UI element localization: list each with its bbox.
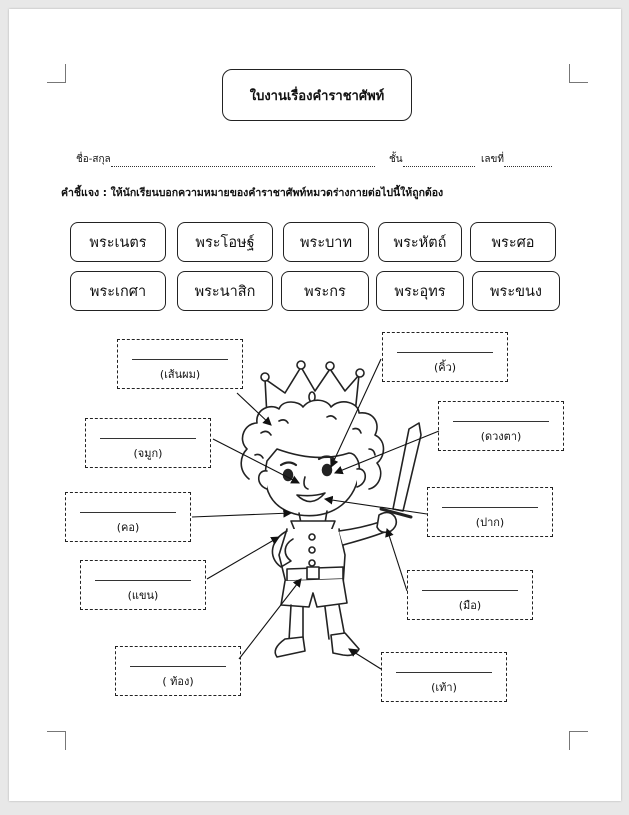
name-label: ชื่อ-สกุล bbox=[76, 154, 111, 165]
answer-box-eyebrow[interactable] bbox=[382, 332, 508, 382]
word-box: พระขนง bbox=[472, 271, 560, 311]
answer-hint: (คิ้ว) bbox=[433, 361, 457, 374]
answer-box-belly[interactable] bbox=[115, 646, 241, 696]
answer-line[interactable] bbox=[397, 352, 493, 353]
number-field[interactable] bbox=[481, 152, 552, 167]
answer-line[interactable] bbox=[453, 421, 549, 422]
answer-hint: (คอ) bbox=[116, 521, 140, 534]
word-box: พระหัตถ์ bbox=[378, 222, 462, 262]
word-box: พระเกศา bbox=[70, 271, 166, 311]
answer-hint: (จมูก) bbox=[133, 447, 163, 460]
answer-line[interactable] bbox=[132, 359, 228, 360]
answer-line[interactable] bbox=[396, 672, 492, 673]
answer-box-eye[interactable] bbox=[438, 401, 564, 451]
answer-box-mouth[interactable] bbox=[427, 487, 553, 537]
instruction-text: คำชี้แจง : ให้นักเรียนบอกความหมายของคำราชาศัพท์หมวดร่างกายต่อไปนี้ให้ถูกต้อง bbox=[61, 187, 444, 199]
word-box: พระโอษฐ์ bbox=[177, 222, 273, 262]
answer-hint: (เส้นผม) bbox=[159, 368, 201, 381]
word-box: พระนาสิก bbox=[177, 271, 273, 311]
answer-box-nose[interactable] bbox=[85, 418, 211, 468]
number-blank[interactable] bbox=[504, 157, 552, 167]
answer-line[interactable] bbox=[442, 507, 538, 508]
number-label: เลขที่ bbox=[481, 154, 504, 165]
word-box: พระบาท bbox=[283, 222, 369, 262]
class-field[interactable] bbox=[389, 152, 475, 167]
worksheet-page bbox=[9, 9, 621, 801]
answer-box-neck[interactable] bbox=[65, 492, 191, 542]
answer-hint: ( ท้อง) bbox=[162, 675, 194, 688]
answer-box-hair[interactable] bbox=[117, 339, 243, 389]
answer-box-foot[interactable] bbox=[381, 652, 507, 702]
word-box: พระเนตร bbox=[70, 222, 166, 262]
word-box: พระศอ bbox=[470, 222, 556, 262]
answer-hint: (มือ) bbox=[458, 599, 482, 612]
answer-hint: (แขน) bbox=[127, 589, 159, 602]
answer-hint: (ดวงตา) bbox=[480, 430, 522, 443]
answer-box-arm[interactable] bbox=[80, 560, 206, 610]
worksheet-title: ใบงานเรื่องคำราชาศัพท์ bbox=[222, 69, 412, 121]
answer-line[interactable] bbox=[100, 438, 196, 439]
answer-box-hand[interactable] bbox=[407, 570, 533, 620]
answer-line[interactable] bbox=[80, 512, 176, 513]
answer-hint: (เท้า) bbox=[431, 681, 457, 694]
name-blank[interactable] bbox=[111, 157, 375, 167]
answer-hint: (ปาก) bbox=[475, 516, 505, 529]
answer-line[interactable] bbox=[422, 590, 518, 591]
name-field[interactable] bbox=[76, 152, 375, 167]
answer-line[interactable] bbox=[95, 580, 191, 581]
word-box: พระกร bbox=[281, 271, 369, 311]
answer-line[interactable] bbox=[130, 666, 226, 667]
word-box: พระอุทร bbox=[376, 271, 464, 311]
class-blank[interactable] bbox=[403, 157, 475, 167]
class-label: ชั้น bbox=[389, 154, 403, 165]
